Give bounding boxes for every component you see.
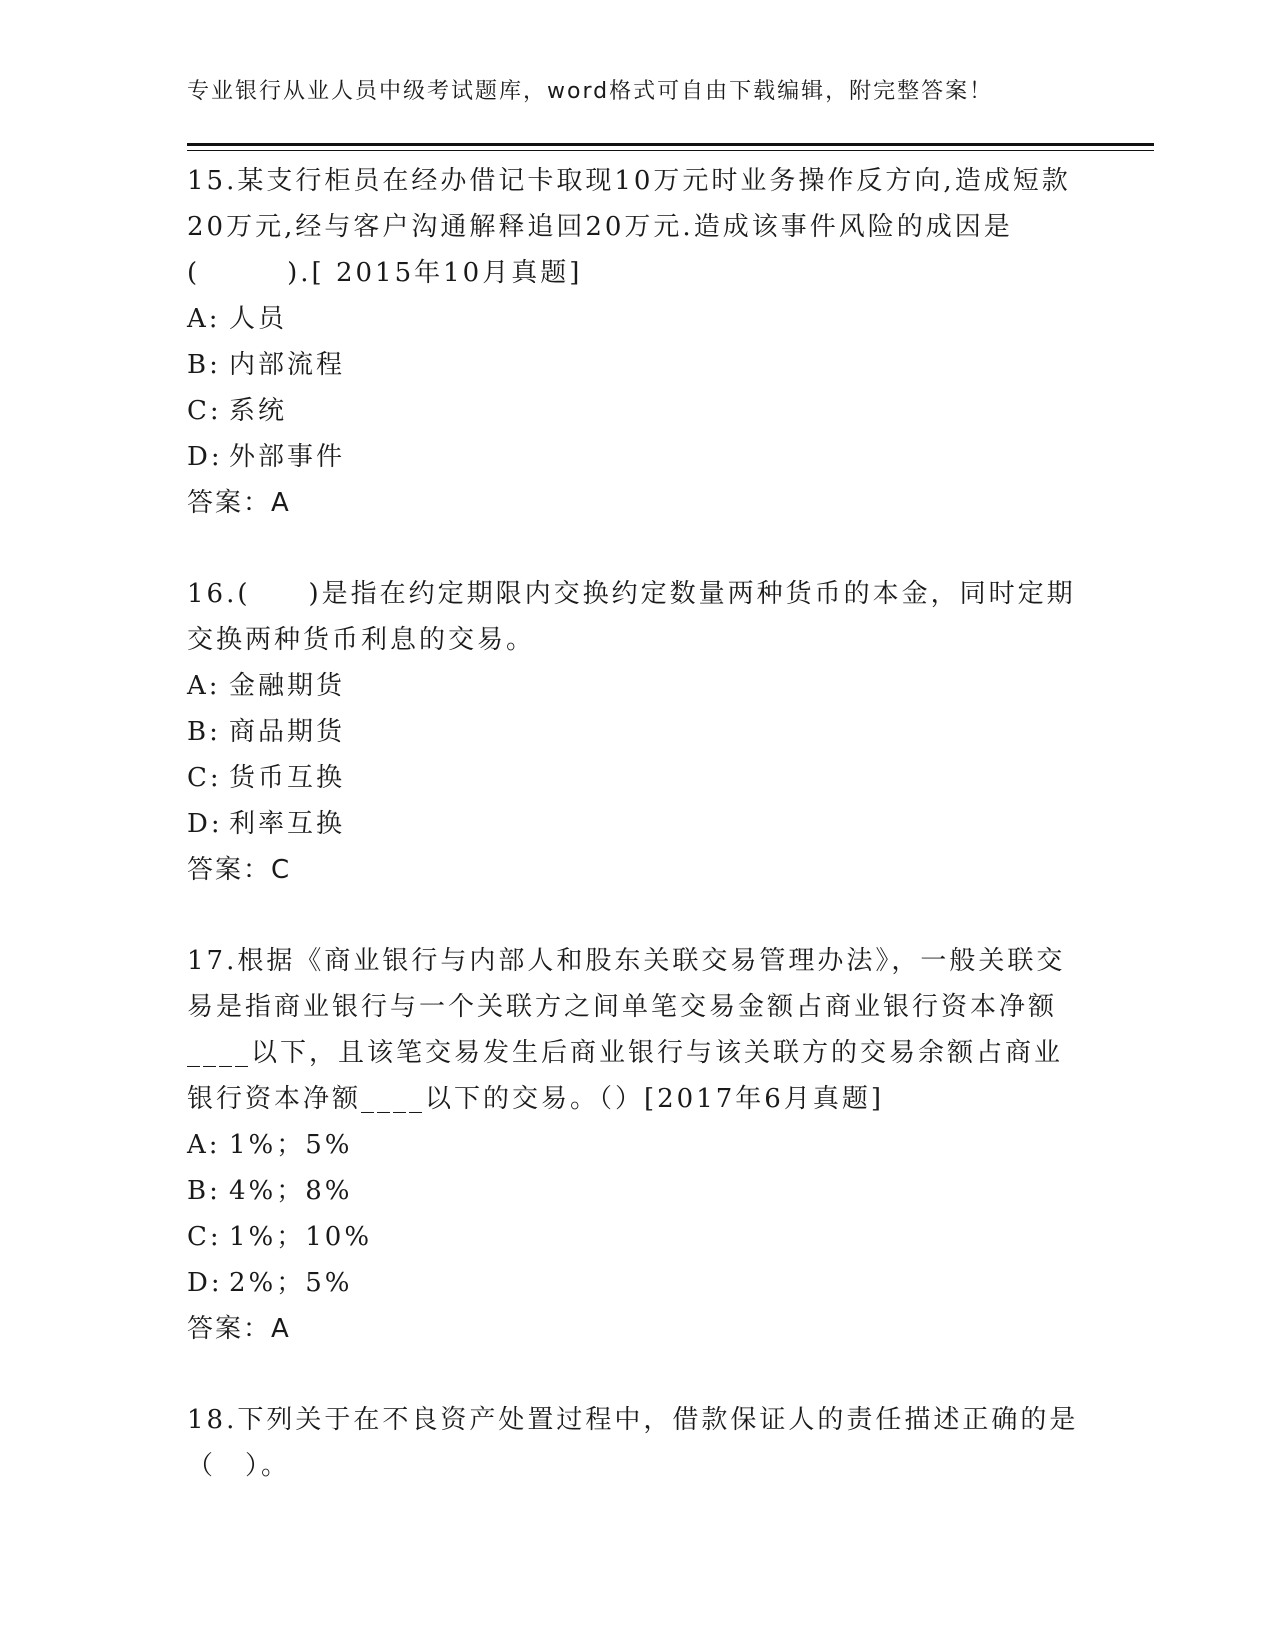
option-b <box>187 342 1087 388</box>
option-text: 2%；5% <box>229 1268 353 1298</box>
question-stem-line: 15.某支行柜员在经办借记卡取现10万元时业务操作反方向,造成短款 <box>187 166 1071 196</box>
option-c <box>187 755 1087 801</box>
answer-line: 答案：A <box>187 1314 291 1344</box>
question-stem-line: 17.根据《商业银行与内部人和股东关联交易管理办法》，一般关联交 <box>187 946 1066 976</box>
header-rule-thick <box>187 143 1154 146</box>
option-key: B: <box>187 717 221 747</box>
option-a <box>187 296 1087 342</box>
option-b <box>187 709 1087 755</box>
option-text: 1%；5% <box>229 1130 353 1160</box>
question-15 <box>187 158 1087 526</box>
option-text: 系统 <box>229 396 288 426</box>
question-stem-line: 银行资本净额____以下的交易。（）[2017年6月真题] <box>187 1084 884 1114</box>
question-spacer <box>187 1352 1087 1397</box>
question-stem-line: 16.( )是指在约定期限内交换约定数量两种货币的本金，同时定期 <box>187 579 1076 609</box>
option-text: 内部流程 <box>229 350 346 380</box>
question-spacer <box>187 893 1087 938</box>
option-c <box>187 388 1087 434</box>
option-text: 1%；10% <box>229 1222 373 1252</box>
option-text: 货币互换 <box>229 763 346 793</box>
question-16 <box>187 571 1087 893</box>
question-stem-line: 18.下列关于在不良资产处置过程中，借款保证人的责任描述正确的是 <box>187 1405 1079 1435</box>
page-header: 专业银行从业人员中级考试题库，word格式可自由下载编辑，附完整答案！ <box>187 79 994 104</box>
question-stem-line: 易是指商业银行与一个关联方之间单笔交易金额占商业银行资本净额 <box>187 992 1058 1022</box>
option-key: A: <box>187 304 221 334</box>
answer-line: 答案：C <box>187 855 292 885</box>
question-list <box>187 158 1087 1489</box>
option-text: 4%；8% <box>229 1176 353 1206</box>
question-stem-line: ____以下，且该笔交易发生后商业银行与该关联方的交易余额占商业 <box>187 1038 1064 1068</box>
option-key: C: <box>187 396 222 426</box>
option-key: D: <box>187 809 223 839</box>
option-key: B: <box>187 1176 221 1206</box>
option-key: B: <box>187 350 221 380</box>
option-b <box>187 1168 1087 1214</box>
option-text: 商品期货 <box>229 717 346 747</box>
option-text: 外部事件 <box>229 442 346 472</box>
question-stem-line: ( ).[ 2015年10月真题] <box>187 258 583 288</box>
option-key: A: <box>187 1130 221 1160</box>
option-key: A: <box>187 671 221 701</box>
question-stem-line: （ ）。 <box>187 1451 291 1481</box>
question-spacer <box>187 526 1087 571</box>
answer-line: 答案：A <box>187 488 291 518</box>
option-key: D: <box>187 442 223 472</box>
option-key: D: <box>187 1268 223 1298</box>
option-d <box>187 1260 1087 1306</box>
option-d <box>187 801 1087 847</box>
option-d <box>187 434 1087 480</box>
option-a <box>187 663 1087 709</box>
question-18 <box>187 1397 1087 1489</box>
option-text: 人员 <box>229 304 288 334</box>
question-stem-line: 20万元,经与客户沟通解释追回20万元.造成该事件风险的成因是 <box>187 212 1013 242</box>
option-text: 金融期货 <box>229 671 346 701</box>
header-rule-thin <box>187 150 1154 151</box>
option-key: C: <box>187 1222 222 1252</box>
option-a <box>187 1122 1087 1168</box>
option-text: 利率互换 <box>229 809 346 839</box>
option-c <box>187 1214 1087 1260</box>
question-stem-line: 交换两种货币利息的交易。 <box>187 625 536 655</box>
question-17 <box>187 938 1087 1352</box>
option-key: C: <box>187 763 222 793</box>
